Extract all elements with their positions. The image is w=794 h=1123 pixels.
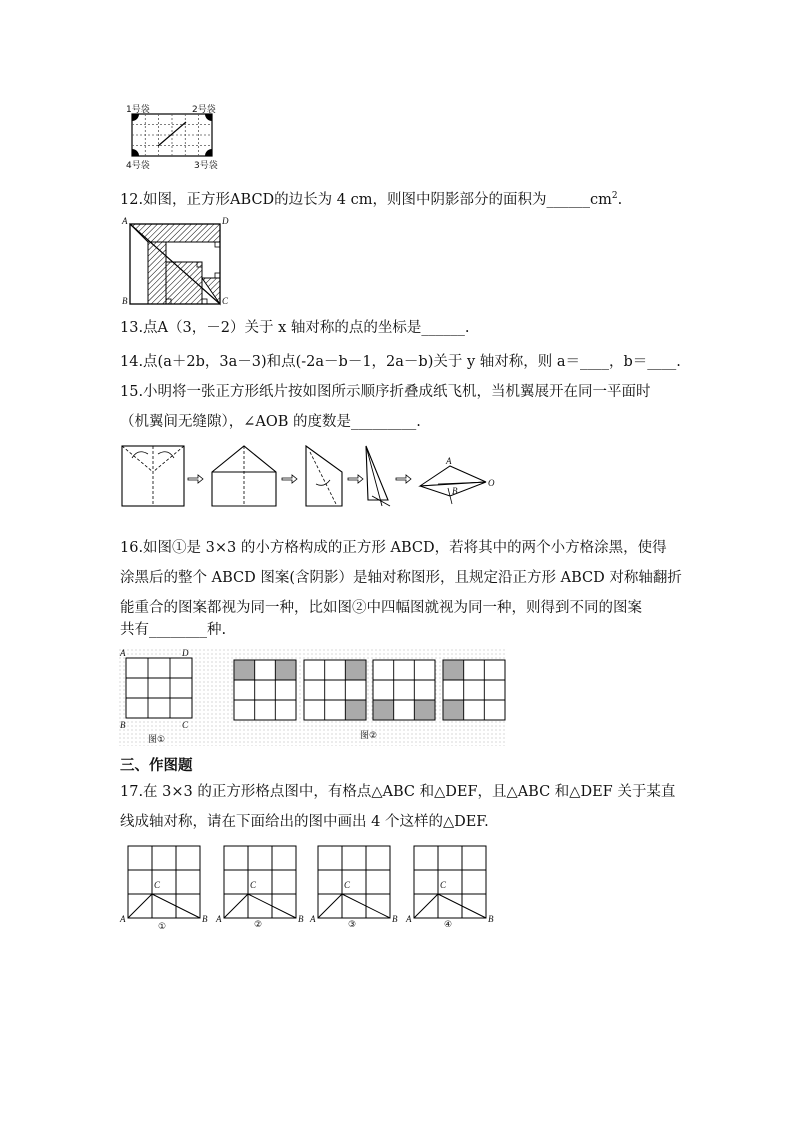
q15-paper-plane-figure [120, 444, 500, 510]
q15-label-b: B [452, 486, 458, 496]
q12-label-a: A [122, 216, 128, 226]
bag2-label: 2号袋 [192, 105, 216, 115]
section3-title: 三、作图题 [120, 758, 193, 774]
q12-label-d: D [222, 216, 229, 226]
q16-label-b: B [120, 720, 126, 730]
q17-g2-label-b: B [298, 914, 304, 924]
q16-fig2-caption: 图② [360, 731, 378, 741]
q16-label-d: D [182, 648, 189, 658]
q16-line4: 共有________种. [120, 622, 227, 638]
shaded-square-svg [120, 216, 232, 310]
q17-g1-label-a: A [120, 914, 126, 924]
q17-g3-label-c: C [344, 880, 351, 890]
q17-g3-label-b: B [392, 914, 398, 924]
q17-g4-caption: ④ [444, 920, 453, 930]
bag3-label: 3号袋 [194, 161, 218, 171]
q13-text: 13.点A（3，－2）关于 x 轴对称的点的坐标是______. [120, 320, 470, 336]
q16-line3: 能重合的图案都视为同一种，比如图②中四幅图就视为同一种，则得到不同的图案 [120, 600, 642, 616]
q12-label-b: B [122, 296, 128, 306]
q17-line1: 17.在 3×3 的正方形格点图中，有格点△ABC 和△DEF，且△ABC 和△DEF 关于某直 [120, 784, 676, 800]
bag4-label: 4号袋 [126, 161, 150, 171]
q17-g2-caption: ② [254, 920, 263, 930]
q16-line1: 16.如图①是 3×3 的小方格构成的正方形 ABCD，若将其中的两个小方格涂黑，使得 [120, 540, 667, 556]
q16-fig1-caption: 图① [148, 735, 166, 745]
q17-g2-label-c: C [250, 880, 257, 890]
q11-bag-figure [120, 100, 240, 172]
q16-label-c: C [182, 720, 189, 730]
q15-line1: 15.小明将一张正方形纸片按如图所示顺序折叠成纸飞机，当机翼展开在同一平面时 [120, 384, 651, 400]
q17-g4-label-b: B [488, 914, 494, 924]
q17-g4-label-a: A [406, 914, 412, 924]
q16-label-a: A [120, 648, 126, 658]
q17-grids [120, 842, 500, 938]
q15-line2: （机翼间无缝隙），∠AOB 的度数是_________. [120, 414, 421, 430]
q17-g1-label-c: C [154, 880, 161, 890]
q12-text: 12.如图，正方形ABCD的边长为 4 cm，则图中阴影部分的面积为$\_\_\_\_\_\_cm^2$. [120, 191, 623, 208]
q12-figure [120, 216, 232, 310]
q14-text: 14.点(a＋2b，3a－3)和点(-2a－b－1，2a－b)关于 y 轴对称，则 a＝____，b＝____. [120, 354, 681, 370]
folding-steps-svg [120, 444, 500, 510]
q17-g4-label-c: C [440, 880, 447, 890]
q12-label-c: C [222, 296, 229, 306]
q17-g1-label-b: B [202, 914, 208, 924]
q15-label-a: A [446, 456, 452, 466]
q17-g2-label-a: A [216, 914, 222, 924]
q16-line2: 涂黑后的整个 ABCD 图案(含阴影）是轴对称图形，且规定沿正方形 ABCD 对称轴翻折 [120, 570, 682, 586]
bag1-label: 1号袋 [126, 105, 150, 115]
q17-g3-caption: ③ [348, 920, 357, 930]
q16-figure-area [118, 648, 506, 746]
q17-g3-label-a: A [310, 914, 316, 924]
q16-grids-svg [118, 648, 506, 746]
q15-label-o: O [488, 478, 495, 488]
q17-g1-caption: ① [158, 922, 167, 932]
q17-line2: 线成轴对称，请在下面给出的图中画出 4 个这样的△DEF. [120, 814, 489, 830]
